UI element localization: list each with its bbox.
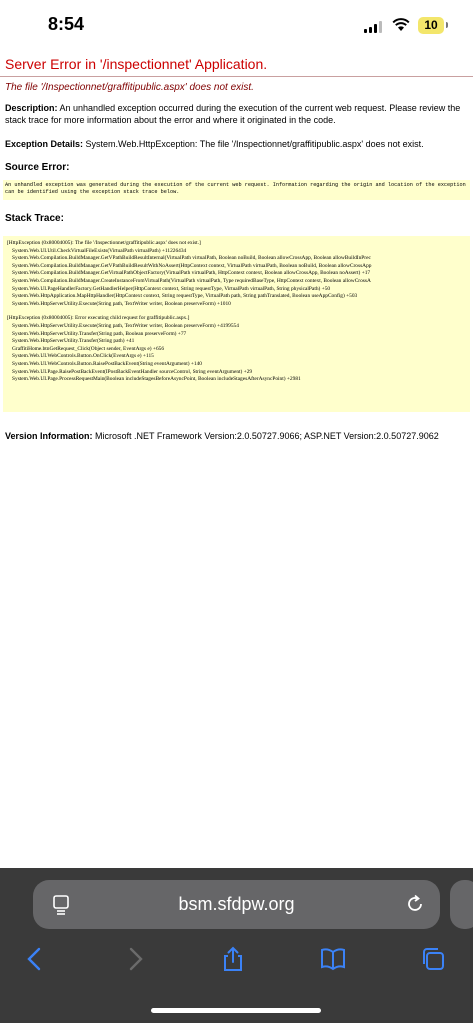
wifi-icon [392,18,410,32]
url-text[interactable]: bsm.sfdpw.org [178,894,295,914]
exception-text: System.Web.HttpException: The file '/Inspectionnet/graffitipublic.aspx' does not exist. [85,139,424,149]
stack-trace-line: System.Web.HttpApplication.MapHttpHandler(HttpContext context, String requestType, VirtualPath path, String pathTranslated, Boolean useAppConfig) +503 [12,293,358,300]
source-error-heading: Source Error: [5,162,70,173]
stack-trace-line: System.Web.HttpServerUtility.Execute(String path, TextWriter writer, Boolean preserveForm) +4199554 [12,322,239,329]
stack-trace-line: System.Web.UI.Util.CheckVirtualFileExists(VirtualPath virtualPath) +11226434 [12,247,187,254]
stack-trace-line: [HttpException (0x80004005): Error executing child request for graffitipublic.aspx.] [7,315,190,322]
version-label: Version Information: [5,431,93,441]
description-block [5,102,467,126]
stack-trace-line: System.Web.Compilation.BuildManager.CreateInstanceFromVirtualPath(VirtualPath virtualPath, Type requiredBaseType, HttpContext context, Boolean allowCrossA [12,277,371,284]
stack-trace-line: System.Web.HttpServerUtility.Execute(String path, TextWriter writer, Boolean preserveForm) +1010 [12,300,231,307]
back-icon[interactable] [22,946,48,972]
stack-trace-line: GraffitiHome.btnGetRequest_Click(Object sender, EventArgs e) +656 [12,345,165,352]
stack-trace-heading: Stack Trace: [5,213,64,224]
status-bar [0,0,473,52]
exception-label: Exception Details: [5,139,84,149]
stack-trace-line: System.Web.UI.Page.ProcessRequestMain(Boolean includeStagesBeforeAsyncPoint, Boolean includeStagesAfterAsyncPoint) +2981 [12,376,301,383]
stack-trace-line: System.Web.HttpServerUtility.Transfer(String path, Boolean preserveForm) +77 [12,330,187,337]
battery-indicator: 10 [418,17,444,34]
stack-trace-line: System.Web.UI.PageHandlerFactory.GetHandlerHelper(HttpContext context, String requestType, VirtualPath virtualPath, String physicalPath) +50 [12,285,331,292]
status-time: 8:54 [48,14,85,34]
error-subtitle: The file '/Inspectionnet/graffitipublic.aspx' does not exist. [5,82,254,93]
stack-trace-line: System.Web.Compilation.BuildManager.GetVPathBuildResultWithNoAssert(HttpContext context, VirtualPath virtualPath, Boolean noBuild, Boolean allowCrossApp [12,262,372,269]
share-icon[interactable] [220,946,246,972]
title-divider [0,76,473,77]
stack-trace-line: System.Web.Compilation.BuildManager.GetVirtualPathObjectFactory(VirtualPath virtualPath, HttpContext context, Boolean allowCrossApp, Boolean noAssert) +17 [12,270,371,277]
next-tab-preview[interactable] [450,880,473,929]
exception-block [5,138,467,150]
bookmarks-icon[interactable] [320,946,346,972]
stack-trace-line: System.Web.Compilation.BuildManager.GetVPathBuildResultInternal(VirtualPath virtualPath, Boolean noBuild, Boolean allowCrossApp, Boolean allowBuildInPrec [12,255,371,262]
source-error-box: An unhandled exception was generated during the execution of the current web request. Information regarding the origin and location of the exception can be identified using the exception stack trace below. [3,180,470,200]
stack-trace-line: System.Web.UI.WebControls.Button.RaisePostBackEvent(String eventArgument) +140 [12,360,202,367]
reload-icon[interactable] [405,894,425,914]
version-text: Microsoft .NET Framework Version:2.0.50727.9066; ASP.NET Version:2.0.50727.9062 [95,431,439,441]
stack-trace-line: System.Web.UI.WebControls.Button.OnClick(EventArgs e) +115 [12,353,154,360]
stack-trace-line: System.Web.UI.Page.RaisePostBackEvent(IPostBackEventHandler sourceControl, String eventArgument) +29 [12,368,253,375]
stack-trace-line: System.Web.HttpServerUtility.Transfer(String path) +41 [12,338,135,345]
forward-icon[interactable] [122,946,148,972]
description-label: Description: [5,103,58,113]
address-bar[interactable] [33,880,440,929]
browser-bottom-bar [0,868,473,1023]
stack-trace-line: [HttpException (0x80004005): The file '/Inspectionnet/graffitipublic.aspx' does not exist.] [7,240,201,246]
description-text: An unhandled exception occurred during the execution of the current web request. Please review the stack trace for more information about the error and where it originated in the code. [5,103,461,125]
version-block [5,430,467,442]
home-indicator[interactable] [151,1008,321,1013]
cellular-signal-icon [364,21,383,33]
battery-cap [446,22,448,28]
stack-trace-box [3,236,470,412]
page-title: Server Error in '/inspectionnet' Application. [5,56,268,72]
tabs-icon[interactable] [420,946,446,972]
